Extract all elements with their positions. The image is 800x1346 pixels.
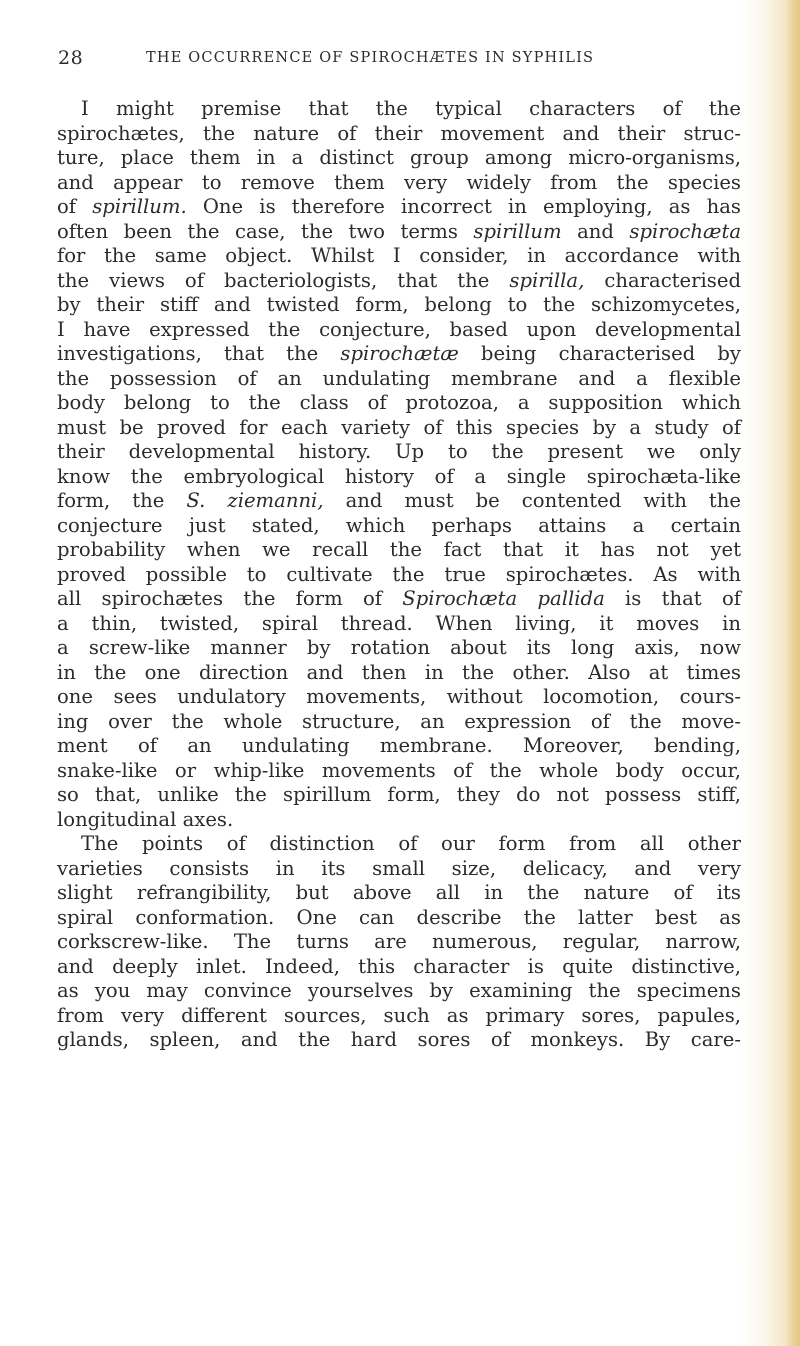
text-line xyxy=(57,685,741,710)
text-segment: must be proved for each variety of this species by a study of xyxy=(57,415,741,439)
italic-term: spirillum. xyxy=(92,195,187,218)
italic-term: spirochæta xyxy=(629,219,741,243)
text-segment: from very different sources, such as primary sores, papules, xyxy=(57,1003,741,1027)
text-line xyxy=(57,661,741,686)
text-segment: often been the case, the two terms xyxy=(57,219,474,243)
text-line xyxy=(57,563,741,588)
text-line xyxy=(57,1028,741,1053)
text-line xyxy=(57,979,741,1004)
text-segment: form, the xyxy=(57,489,187,512)
text-segment: and appear to remove them very widely from the species xyxy=(57,170,741,194)
text-line xyxy=(57,367,741,392)
running-title: THE OCCURRENCE OF SPIROCHÆTES IN SYPHILIS xyxy=(146,50,595,66)
text-line xyxy=(57,489,741,514)
text-segment: spiral conformation. One can describe the latter best as xyxy=(57,905,741,929)
text-segment: their developmental history. Up to the present we only xyxy=(57,440,741,463)
text-segment: proved possible to cultivate the true spirochætes. As with xyxy=(57,562,741,586)
text-segment: of xyxy=(57,195,93,218)
text-line xyxy=(57,710,741,735)
text-line xyxy=(57,195,741,220)
text-segment: and must be contented with the xyxy=(323,489,741,512)
text-line xyxy=(57,220,741,245)
text-segment: slight refrangibility, but above all in the nature of its xyxy=(57,881,741,904)
italic-term: S. ziemanni, xyxy=(186,489,324,512)
italic-term: spirilla, xyxy=(509,268,585,292)
text-line xyxy=(57,759,741,784)
text-line xyxy=(57,636,741,661)
italic-term: spirillum xyxy=(473,219,562,243)
text-segment: is that of xyxy=(604,587,741,610)
text-line xyxy=(57,930,741,955)
text-line xyxy=(57,146,741,171)
text-segment: ing over the whole structure, an expression of the move- xyxy=(57,709,741,733)
text-line xyxy=(57,587,741,612)
text-line xyxy=(57,269,741,294)
text-line xyxy=(57,514,741,539)
text-line xyxy=(57,171,741,196)
text-line xyxy=(57,342,741,367)
text-line xyxy=(57,538,741,563)
text-line xyxy=(57,318,741,343)
text-segment: as you may convince yourselves by examining the specimens xyxy=(57,979,741,1002)
text-line xyxy=(57,612,741,637)
text-segment: varieties consists in its small size, delicacy, and very xyxy=(57,856,741,880)
text-line xyxy=(57,881,741,906)
text-line xyxy=(57,783,741,808)
text-segment: spirochætes, the nature of their movement and their struc- xyxy=(57,121,741,145)
text-segment: so that, unlike the spirillum form, they do not possess stiff, xyxy=(57,783,741,806)
text-segment: know the embryological history of a single spirochæta-like xyxy=(57,464,741,488)
text-line xyxy=(57,122,741,147)
text-line xyxy=(57,97,741,122)
text-line xyxy=(57,906,741,931)
text-segment: and xyxy=(561,219,630,243)
text-segment: ture, place them in a distinct group among micro-organisms, xyxy=(57,146,741,169)
text-segment: all spirochætes the form of xyxy=(57,587,403,610)
text-segment: conjecture just stated, which perhaps attains a certain xyxy=(57,513,741,537)
text-line xyxy=(57,391,741,416)
text-segment: I have expressed the conjecture, based upon developmental xyxy=(57,317,741,341)
text-line xyxy=(57,244,741,269)
text-segment: I might premise that the typical characters of the xyxy=(81,97,741,120)
text-line xyxy=(57,465,741,490)
text-segment: The points of distinction of our form from all other xyxy=(81,832,741,855)
text-segment: longitudinal axes. xyxy=(57,807,234,831)
text-line xyxy=(57,1004,741,1029)
page-number: 28 xyxy=(58,47,84,69)
text-segment: snake-like or whip-like movements of the whole body occur, xyxy=(57,758,741,782)
text-line xyxy=(57,416,741,441)
text-segment: corkscrew-like. The turns are numerous, regular, narrow, xyxy=(57,930,741,953)
text-segment: in the one direction and then in the other. Also at times xyxy=(57,660,741,684)
page-edge-shading xyxy=(786,0,800,1346)
text-line xyxy=(57,857,741,882)
text-segment: being characterised by xyxy=(458,342,741,365)
italic-term: spirochætæ xyxy=(340,342,459,365)
text-segment: one sees undulatory movements, without locomotion, cours- xyxy=(57,685,741,708)
text-segment: by their stiff and twisted form, belong to the schizomycetes, xyxy=(57,293,741,316)
text-segment: for the same object. Whilst I consider, in accordance with xyxy=(57,244,741,267)
text-segment: body belong to the class of protozoa, a supposition which xyxy=(57,391,741,414)
text-line xyxy=(57,293,741,318)
text-segment: ment of an undulating membrane. Moreover, bending, xyxy=(57,734,741,757)
text-line xyxy=(57,832,741,857)
body-text xyxy=(57,97,741,1053)
text-line xyxy=(57,440,741,465)
text-segment: probability when we recall the fact that it has not yet xyxy=(57,538,741,561)
text-segment: characterised xyxy=(584,268,741,292)
text-segment: the possession of an undulating membrane and a flexible xyxy=(57,366,741,390)
text-line xyxy=(57,734,741,759)
text-segment: and deeply inlet. Indeed, this character is quite distinctive, xyxy=(57,954,741,978)
text-segment: a screw-like manner by rotation about its long axis, now xyxy=(57,636,741,659)
text-segment: glands, spleen, and the hard sores of monkeys. By care- xyxy=(57,1028,741,1051)
text-segment: the views of bacteriologists, that the xyxy=(57,268,510,292)
text-segment: a thin, twisted, spiral thread. When living, it moves in xyxy=(57,611,741,635)
text-line xyxy=(57,955,741,980)
text-line xyxy=(57,808,741,833)
page-header xyxy=(58,47,740,71)
text-segment: One is therefore incorrect in employing, as has xyxy=(186,195,741,218)
text-segment: investigations, that the xyxy=(57,342,341,365)
italic-term: Spirochæta pallida xyxy=(402,587,605,610)
